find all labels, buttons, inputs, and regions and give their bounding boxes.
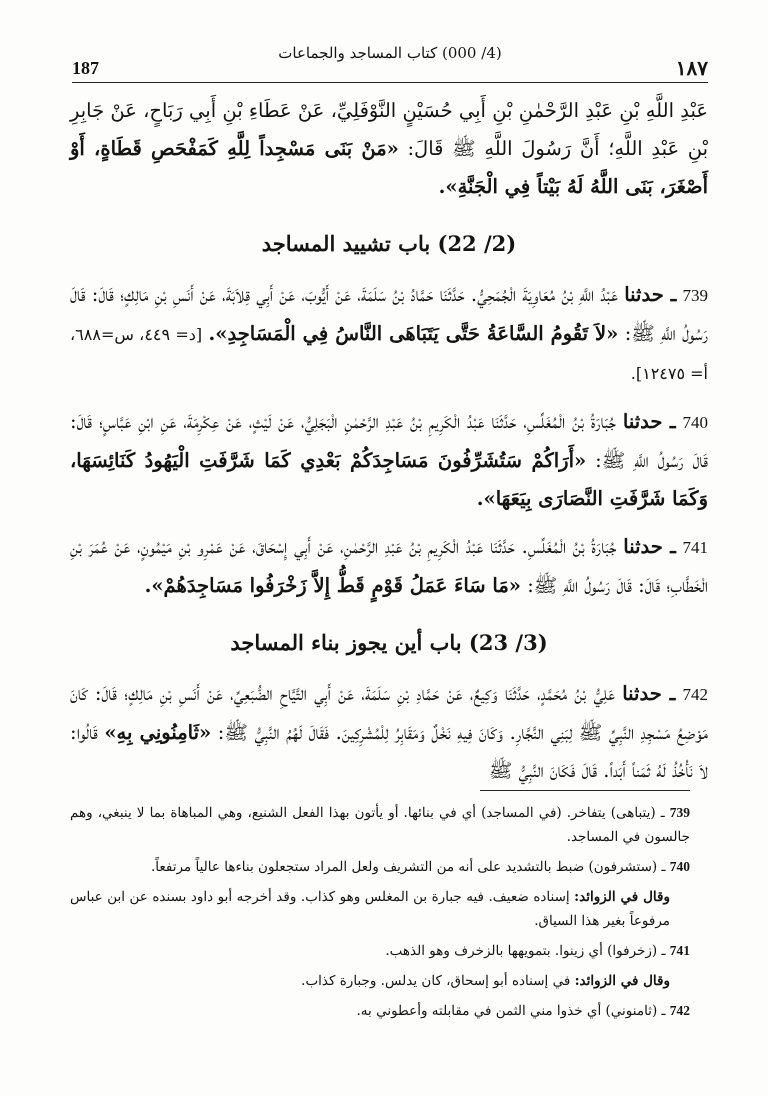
footnote-740-zawaid <box>70 885 690 933</box>
footnotes <box>70 790 690 1029</box>
zawaid-text: إسناده ضعيف. فيه جبارة بن المغلس وهو كذاب. وقد أخرجه أبو داود بسنده عن ابن عباس مرفوعاً بغير هذا السياق. <box>70 889 670 929</box>
hadith-reference: [د= ٤٤٩، س=٦٨٨، أ= ١٢٤٧٥]. <box>70 325 708 383</box>
hadith-quote: «لاَ تَقُومُ السَّاعَةُ حَتَّى يَتَبَاهَى النَّاسُ فِي الْمَسَاجِدِ». <box>208 322 619 345</box>
intro-paragraph <box>70 92 708 206</box>
hadith-lead: ـ حدثنا <box>624 283 677 306</box>
hadith-text: جُبَارَةُ بْنُ الْمُغَلِّسِ. حَدَّثَنَا عَبْدُ الْكَرِيمِ بْنُ عَبْدِ الرَّحْمٰنِ، عَنْ أَبِي إِسْحَاقَ، عَنْ عَمْرِو بْنِ مَيْمُونٍ، عَنْ عُمَرَ بْنِ الْخَطَّابِ؛ قَالَ: قَالَ رَسُولُ اللَّهِ ﷺ: <box>70 535 708 597</box>
footnote-740 <box>70 855 690 879</box>
hadith-number: 741 <box>682 538 709 557</box>
chapter-heading-22: (2/ 22) باب تشييد المساجد <box>261 231 517 256</box>
intro-quote: «مَنْ بَنَى مَسْجِداً لِلَّهِ كَمَفْحَصِ قَطَاةٍ، أَوْ أَصْغَرَ، بَنَى اللَّهُ لَهُ بَيْتاً فِي الْجَنَّةِ». <box>70 137 708 198</box>
footnote-number: 742 <box>669 1003 690 1018</box>
footnote-741 <box>70 939 690 963</box>
hadith-lead: ـ حدثنا <box>623 535 676 558</box>
hadith-tail: قَالُوا: لاَ نَأْخُذُ لَهُ ثَمَناً أَبَداً. قَالَ فَكَانَ النَّبِيُّ ﷺ <box>70 721 708 782</box>
hadith-quote: «ثَامِنُونِي بِهِ» <box>104 721 212 744</box>
footnote-divider <box>480 790 690 791</box>
zawaid-label: وقال في الزوائد: <box>574 889 670 905</box>
hadith-lead: ـ حدثنا <box>622 410 676 433</box>
hadith-quote: «أَرَاكُمْ سَتُشَرِّفُونَ مَسَاجِدَكُمْ بَعْدِي كَمَا شَرَّفَتِ الْيَهُودُ كَنَائِسَهَا، وَكَمَا شَرَّفَتِ النَّصَارَى بِيَعَهَا». <box>70 449 708 510</box>
footnote-number: 740 <box>669 859 690 874</box>
footnote-741-zawaid <box>70 969 690 993</box>
footnote-text: ـ (ستشرفون) ضبط بالتشديد على أنه من التشريف ولعل المراد ستجعلون بناءها عالياً مرتفعاً. <box>150 859 666 875</box>
hadith-lead: ـ حدثنا <box>622 682 676 705</box>
footnote-739 <box>70 801 690 849</box>
footnote-text: ـ (ثامنوني) أي خذوا مني الثمن في مقابلته وأعطوني به. <box>356 1003 666 1019</box>
footnote-number: 741 <box>669 943 690 958</box>
hadith-number: 739 <box>682 286 709 305</box>
zawaid-text: في إسناده أبو إسحاق، كان يدلس. وجبارة كذاب. <box>301 973 571 989</box>
hadith-739 <box>70 276 708 393</box>
hadith-text: جُبَارَةُ بْنُ الْمُغَلِّسِ، حَدَّثَنَا عَبْدُ الْكَرِيمِ بْنُ عَبْدِ الرَّحْمٰنِ الْبَجَلِيُّ، عَنْ لَيْثٍ، عَنْ عِكْرِمَةَ، عَنِ ابْنِ عَبَّاسٍ؛ قَالَ: قَالَ رَسُولُ اللَّهِ ﷺ: <box>70 410 708 472</box>
hadith-742 <box>70 675 708 790</box>
footnote-number: 739 <box>669 805 690 820</box>
page-number-latin: 187 <box>72 58 99 78</box>
hadith-number: 742 <box>682 685 709 704</box>
hadith-740 <box>70 403 708 518</box>
hadith-quote: «مَا سَاءَ عَمَلُ قَوْمٍ قَطُّ إِلاَّ زَخْرَفُوا مَسَاجِدَهُمْ». <box>144 574 521 597</box>
footnote-742 <box>70 999 690 1023</box>
footnote-text: ـ (يتباهى) يتفاخر. (في المساجد) أي في بنائها. أو يأتون بهذا الفعل الشنيع، وهي المباهاة بما لا ينبغي، وهم جالسون في المساجد. <box>70 805 690 845</box>
zawaid-label: وقال في الزوائد: <box>574 973 670 989</box>
main-text <box>70 92 708 800</box>
intro-text: عَبْدِ اللَّهِ بْنِ عَبْدِ الرَّحْمٰنِ بْنِ أَبِي حُسَيْنٍ النَّوْفَلِيِّ، عَنْ عَطَاءِ بْنِ أَبِي رَبَاحٍ، عَنْ جَابِرِ بْنِ عَبْدِ اللَّهِ؛ أَنَّ رَسُولَ اللَّهِ ﷺ قَالَ: <box>70 99 708 160</box>
hadith-text: عَلِيُّ بْنُ مُحَمَّدٍ، حَدَّثَنَا وَكِيعٌ، عَنْ حَمَّادِ بْنِ سَلَمَةَ، عَنْ أَبِي التَّيَّاحِ الضُّبَعِيِّ، عَنْ أَنَسِ بْنِ مَالِكٍ؛ قَالَ: كَانَ مَوْضِعُ مَسْجِدِ النَّبِيِّ ﷺ لِبَنِي النَّجَّارِ. وَكَانَ فِيهِ نَخْلٌ وَمَقَابِرُ لِلْمُشْرِكِينَ. فَقَالَ لَهُمُ النَّبِيُّ ﷺ: <box>70 682 708 744</box>
page-header <box>72 38 708 83</box>
hadith-number: 740 <box>682 413 708 432</box>
running-title: (4/ 000) كتاب المساجد والجماعات <box>278 44 502 62</box>
page-number-arabic: ١٨٧ <box>675 56 708 80</box>
chapter-heading-23: (3/ 23) باب أين يجوز بناء المساجد <box>230 630 548 655</box>
hadith-741 <box>70 528 708 605</box>
footnote-text: ـ (زخرفوا) أي زينوا. بتمويهها بالزخرف وهو الذهب. <box>385 943 666 959</box>
hadith-text: عَبْدُ اللَّهِ بْنُ مُعَاوِيَةَ الْجُمَحِيُّ. حَدَّثَنَا حَمَّادُ بْنُ سَلَمَةَ، عَنْ أَيُّوبَ، عَنْ أَبِي قِلاَبَةَ، عَنْ أَنَسِ بْنِ مَالِكٍ؛ قَالَ: قَالَ رَسُولُ اللَّهِ ﷺ: <box>70 283 709 345</box>
